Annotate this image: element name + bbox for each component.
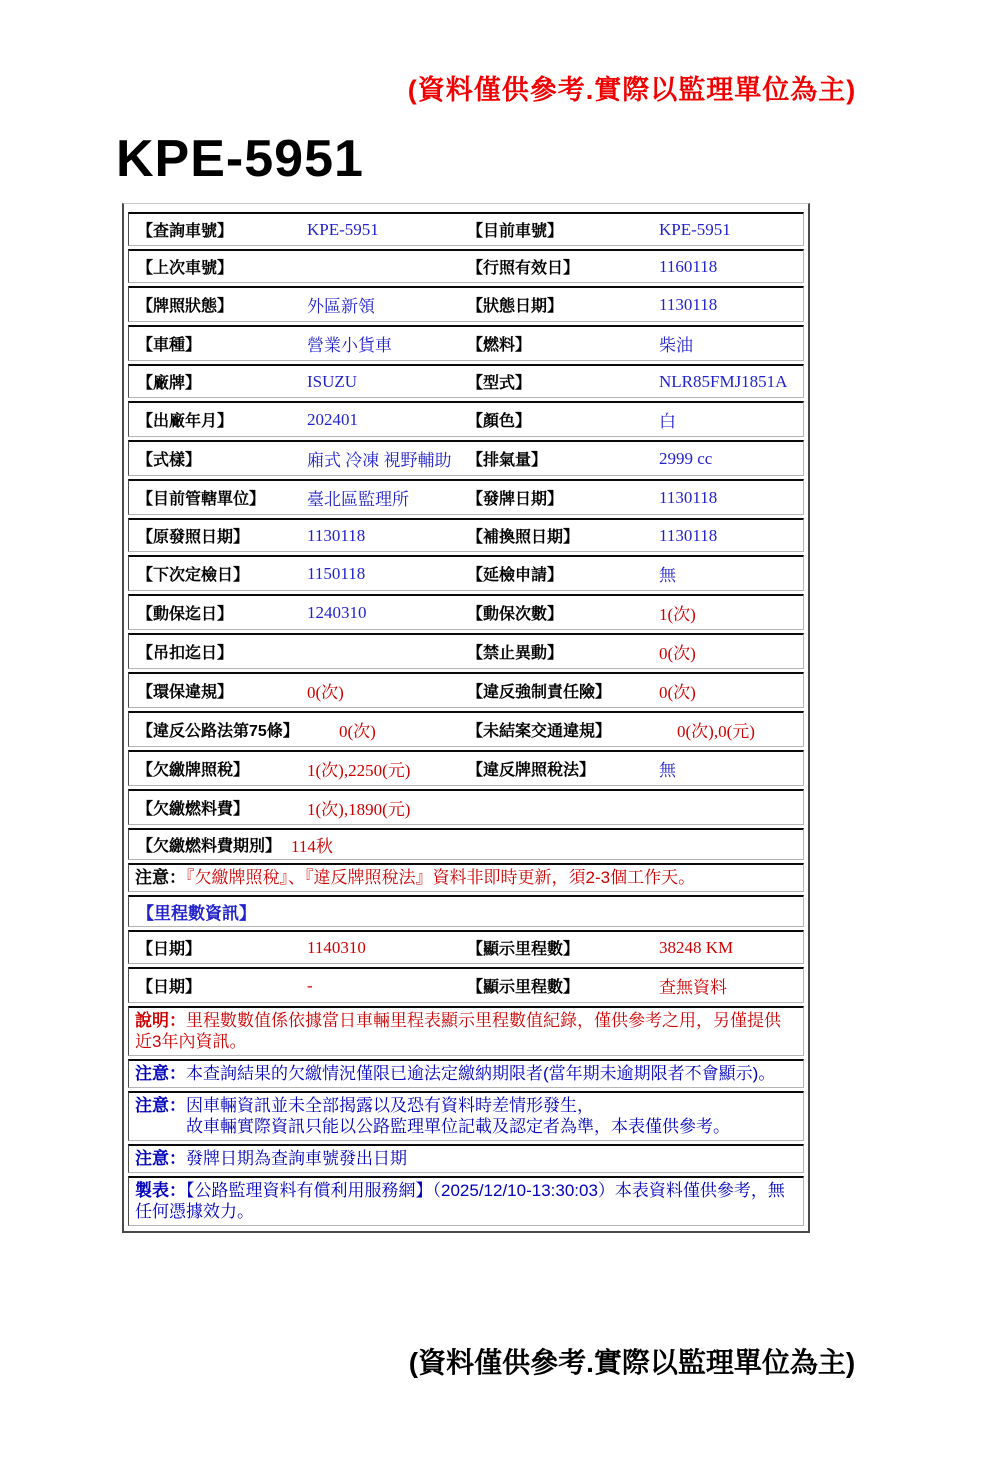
note-row-overdue bbox=[128, 1059, 804, 1088]
note-prefix: 注意： bbox=[135, 1096, 186, 1115]
note-text-line2: 故車輛實際資訊只能以公路監理單位記載及認定者為準，本表僅供參考。 bbox=[186, 1117, 730, 1136]
field-value: 0(次) bbox=[339, 722, 376, 741]
note-prefix: 注意： bbox=[135, 1149, 186, 1168]
section-label: 【里程數資訊】 bbox=[137, 904, 256, 923]
field-label: 【式樣】 bbox=[137, 452, 202, 469]
field-value: NLR85FMJ1851A bbox=[659, 371, 788, 391]
field-label: 【車種】 bbox=[137, 337, 202, 354]
note-prefix: 注意： bbox=[135, 868, 186, 887]
field-label: 【動保次數】 bbox=[467, 606, 564, 623]
field-value: 1140310 bbox=[307, 937, 366, 957]
section-row-mileage-info bbox=[128, 895, 804, 927]
field-label: 【出廠年月】 bbox=[137, 413, 234, 430]
field-value: 白 bbox=[659, 412, 676, 431]
field-value: 1130118 bbox=[659, 525, 718, 545]
field-label: 【補換照日期】 bbox=[467, 529, 580, 546]
field-value: 1130118 bbox=[659, 487, 718, 507]
field-label: 【日期】 bbox=[137, 979, 202, 996]
field-value: 0(次) bbox=[307, 683, 344, 702]
field-label: 【顯示里程數】 bbox=[467, 979, 580, 996]
table-row-license-tax bbox=[128, 750, 804, 786]
table-row-next-inspection bbox=[128, 555, 804, 591]
field-value: 2999 cc bbox=[659, 448, 713, 468]
note-prefix: 製表： bbox=[135, 1181, 186, 1200]
note-prefix: 說明： bbox=[135, 1011, 186, 1030]
field-label: 【欠繳燃料費】 bbox=[137, 801, 250, 818]
field-label: 【上次車號】 bbox=[137, 260, 234, 277]
table-row-fuel-fee bbox=[128, 789, 804, 825]
field-value: 無 bbox=[659, 761, 676, 780]
note-row-tax-update bbox=[128, 863, 804, 892]
note-text: 因車輛資訊並未全部揭露以及恐有資料時差情形發生， bbox=[186, 1096, 594, 1115]
page-title: KPE-5951 bbox=[116, 130, 364, 188]
field-label: 【禁止異動】 bbox=[467, 645, 564, 662]
table-row-vehicle-type bbox=[128, 325, 804, 361]
field-value: 38248 KM bbox=[659, 937, 734, 957]
note-text: 發牌日期為查詢車號發出日期 bbox=[186, 1149, 407, 1168]
field-value: 廂式 冷凍 視野輔助 bbox=[307, 451, 452, 470]
field-value: 外區新領 bbox=[307, 297, 375, 316]
table-row-original-license-date bbox=[128, 518, 804, 552]
table-row-brand bbox=[128, 364, 804, 398]
field-value: 1130118 bbox=[659, 294, 718, 314]
note-row-mileage-desc bbox=[128, 1006, 804, 1056]
field-label: 【動保迄日】 bbox=[137, 606, 234, 623]
table-row-plate-status bbox=[128, 286, 804, 322]
field-value: 0(次) bbox=[659, 683, 696, 702]
table-row-prev-plate bbox=[128, 249, 804, 283]
table-row-mortgage bbox=[128, 594, 804, 630]
note-row-report-source bbox=[128, 1176, 804, 1226]
field-label: 【欠繳牌照稅】 bbox=[137, 762, 250, 779]
disclaimer-top: (資料僅供參考.實際以監理單位為主) bbox=[407, 75, 857, 105]
field-value: 1(次) bbox=[659, 605, 696, 624]
note-text: 『欠繳牌照稅』、『違反牌照稅法』資料非即時更新，須2-3個工作天。 bbox=[186, 868, 696, 887]
field-label: 【狀態日期】 bbox=[467, 298, 564, 315]
field-value: 1(次),1890(元) bbox=[307, 800, 411, 819]
table-row-suspension bbox=[128, 633, 804, 669]
field-label: 【廠牌】 bbox=[137, 375, 202, 392]
note-text: 里程數數值係依據當日車輛里程表顯示里程數值紀錄，僅供參考之用，另僅提供近3年內資訊。 bbox=[135, 1011, 781, 1051]
field-label: 【排氣量】 bbox=[467, 452, 548, 469]
field-label: 【未結案交通違規】 bbox=[467, 723, 612, 740]
field-label: 【顏色】 bbox=[467, 413, 532, 430]
field-label: 【下次定檢日】 bbox=[137, 567, 250, 584]
field-label: 【原發照日期】 bbox=[137, 529, 250, 546]
field-value: 0(次),0(元) bbox=[677, 722, 755, 741]
vehicle-query-page bbox=[0, 68, 992, 1471]
table-row-env-violation bbox=[128, 672, 804, 708]
note-text: 【公路監理資料有償利用服務網】（2025/12/10-13:30:03）本表資料僅供參考，無任何憑據效力。 bbox=[135, 1181, 785, 1221]
disclaimer-bottom: (資料僅供參考.實際以監理單位為主) bbox=[408, 1347, 856, 1378]
field-value: 114秋 bbox=[291, 837, 333, 856]
field-value: 1240310 bbox=[307, 602, 367, 622]
field-value: 柴油 bbox=[659, 336, 693, 355]
field-label: 【查詢車號】 bbox=[137, 223, 234, 240]
field-value: - bbox=[307, 975, 313, 995]
field-label: 【欠繳燃料費期別】 bbox=[137, 838, 282, 855]
field-value: 無 bbox=[659, 566, 676, 585]
field-value: 202401 bbox=[307, 409, 358, 429]
note-prefix: 注意： bbox=[135, 1064, 186, 1083]
field-value: 1150118 bbox=[307, 563, 366, 583]
table-row-fuel-fee-period bbox=[128, 828, 804, 860]
field-value: KPE-5951 bbox=[307, 219, 379, 239]
field-label: 【違反強制責任險】 bbox=[467, 684, 612, 701]
table-row-authority bbox=[128, 479, 804, 515]
field-value: 0(次) bbox=[659, 644, 696, 663]
field-label: 【日期】 bbox=[137, 941, 202, 958]
field-value: ISUZU bbox=[307, 371, 358, 391]
field-value: KPE-5951 bbox=[659, 219, 731, 239]
field-label: 【延檢申請】 bbox=[467, 567, 564, 584]
field-label: 【吊扣迄日】 bbox=[137, 645, 234, 662]
note-row-issue-date bbox=[128, 1144, 804, 1173]
note-text: 本查詢結果的欠繳情況僅限已逾法定繳納期限者(當年期未逾期限者不會顯示)。 bbox=[186, 1064, 776, 1083]
field-label: 【燃料】 bbox=[467, 337, 532, 354]
field-label: 【行照有效日】 bbox=[467, 260, 580, 277]
field-value: 1(次),2250(元) bbox=[307, 761, 411, 780]
field-label: 【發牌日期】 bbox=[467, 491, 564, 508]
field-value: 1160118 bbox=[659, 256, 718, 276]
vehicle-report-table bbox=[122, 203, 810, 1233]
field-value: 查無資料 bbox=[659, 978, 727, 997]
table-row-manufacture-date bbox=[128, 401, 804, 437]
table-row-mileage-2 bbox=[128, 967, 804, 1003]
field-label: 【環保違規】 bbox=[137, 684, 234, 701]
table-row-highway-act bbox=[128, 711, 804, 747]
table-row-query-plate bbox=[128, 212, 804, 246]
field-value: 1130118 bbox=[307, 525, 366, 545]
field-label: 【目前車號】 bbox=[467, 223, 564, 240]
table-row-body-style bbox=[128, 440, 804, 476]
field-label: 【違反公路法第75條】 bbox=[137, 723, 299, 740]
field-value: 臺北區監理所 bbox=[307, 490, 409, 509]
field-label: 【牌照狀態】 bbox=[137, 298, 234, 315]
field-label: 【型式】 bbox=[467, 375, 532, 392]
field-label: 【目前管轄單位】 bbox=[137, 491, 266, 508]
field-label: 【違反牌照稅法】 bbox=[467, 762, 596, 779]
field-value: 營業小貨車 bbox=[307, 336, 392, 355]
field-label: 【顯示里程數】 bbox=[467, 941, 580, 958]
table-row-mileage-1 bbox=[128, 930, 804, 964]
note-row-data-lag bbox=[128, 1091, 804, 1141]
